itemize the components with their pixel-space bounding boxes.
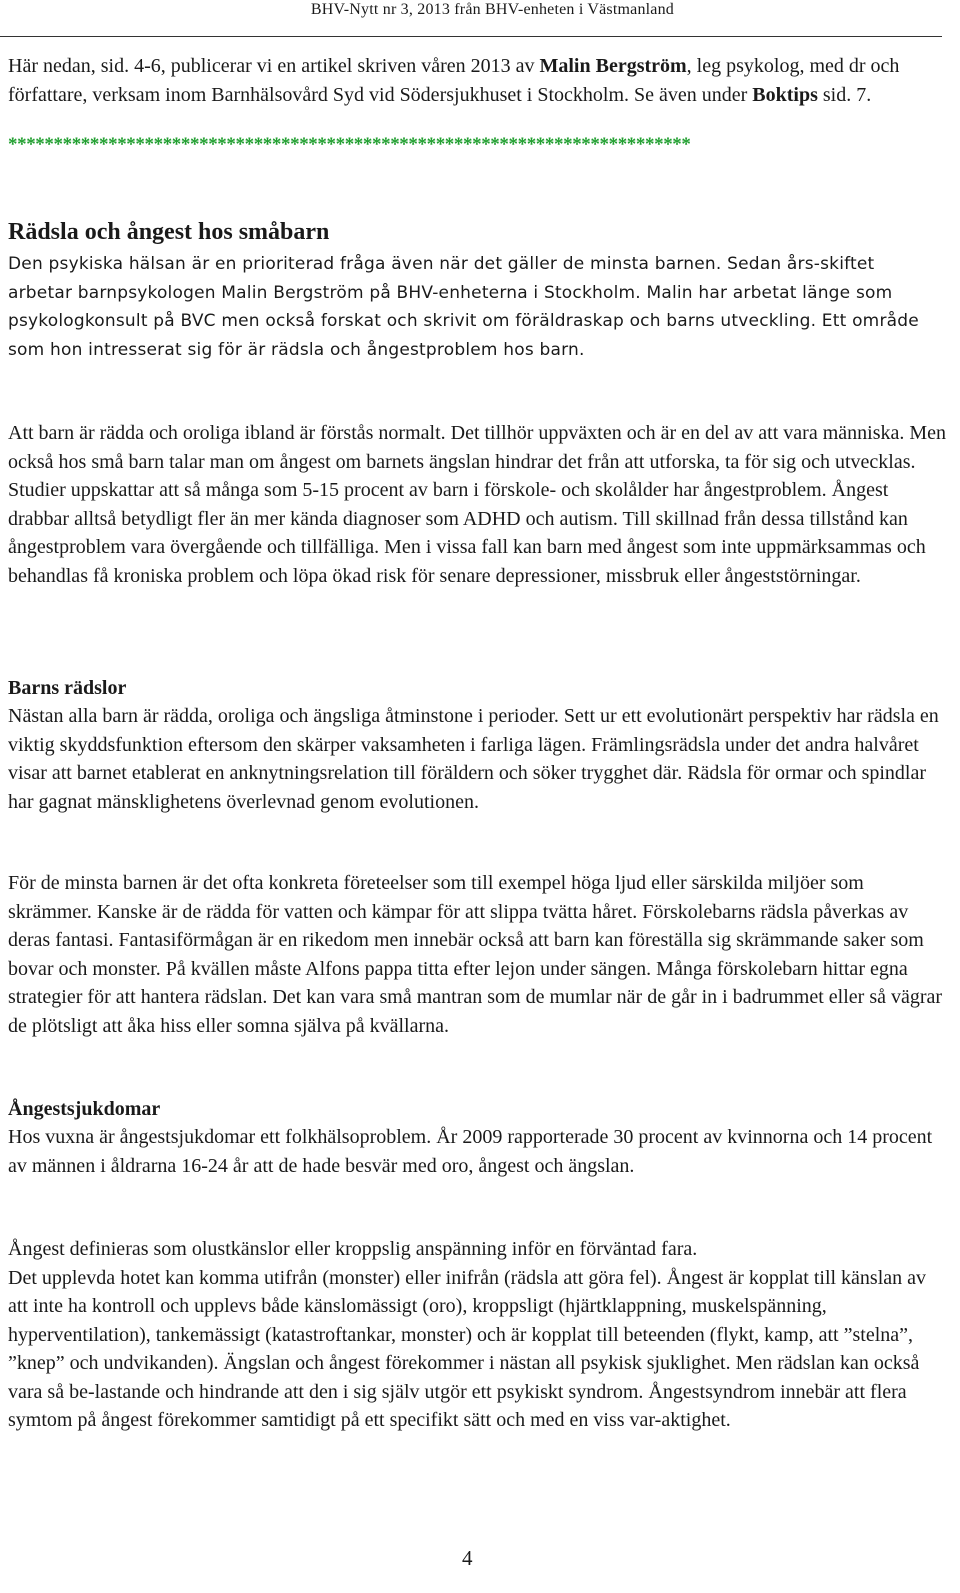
running-title: BHV-Nytt nr 3, 2013 från BHV-enheten i Västmanland [310, 1, 674, 18]
intro-paragraph [8, 52, 948, 109]
star-divider: *************************************************************************** [8, 134, 691, 155]
definition-rest: Det upplevda hotet kan komma utifrån (monster) eller inifrån (rädsla att göra fel). Ångest är kopplat till känslan av att inte ha kontroll och upplevs både känslomässigt (oro), kroppsligt (hjärtklappning, muskelspänning, hyperventilation), tankemässigt (katastroftankar, monster) och är kopplat till beteenden (flykt, kamp, att ”stelna”, ”knep” och undvikanden). Ängslan och ångest förekommer i nästan all psykisk sjuklighet. Men rädslan kan också vara så be-lastande och hindrande att den i sig själv utgör ett psykiskt syndrom. Ångestsyndrom innebär att flera symtom på ångest förekommer samtidigt på ett specifikt sätt och med en viss var-aktighet. [8, 1266, 927, 1431]
heading-barns-radslor: Barns rädslor [8, 677, 127, 699]
paragraph-minsta-barnen: För de minsta barnen är det ofta konkreta företeelser som till exempel höga ljud eller särskilda miljöer som skrämmer. Kanske är de rädda för vatten och kämpar för att slippa tvätta håret. Förskolebarns rädsla påverkas av deras fantasi. Fantasiförmågan är en rikedom men innebär också att barn kan föreställa sig skrämmande saker som bovar och monster. På kvällen måste Alfons pappa titta efter lejon under sängen. Många förskolebarn hittar egna strategier för att hantera rädslan. Det kan vara små mantran som de mumlar när de går in i badrummet eller så vägrar de plötsligt att åka hiss eller somna själva på kvällarna. [8, 872, 943, 1037]
page-number: 4 [462, 1546, 473, 1570]
paragraph-angestsjukdomar: Hos vuxna är ångestsjukdomar ett folkhälsoproblem. År 2009 rapporterade 30 procent av kvinnorna och 14 procent av männen i åldrarna 16-24 år att de hade besvär med oro, ångest och ängslan. [8, 1126, 933, 1177]
paragraph-normal-fears: Att barn är rädda och oroliga ibland är förstås normalt. Det tillhör uppväxten och är en del av att vara människa. Men också hos små barn talar man om ångest om barnets ängslan hindrar det från att utforska, ta för sig och utvecklas. Studier uppskattar att så många som 5-15 procent av barn i förskole- och skolålder har ångestproblem. Ångest drabbar alltså betydligt fler än mer kända diagnoser som ADHD och autism. Till skillnad från dessa tillstånd kan ångestproblem vara övergående och tillfälliga. Men i vissa fall kan barn med ångest som inte uppmärksammas och behandlas få kroniska problem och löpa ökad risk för senare depressioner, missbruk eller ångeststörningar. [8, 422, 947, 587]
intro-text-1: Här nedan, sid. 4-6, publicerar vi en artikel skriven våren 2013 av [8, 55, 540, 77]
definition-first-line: Ångest definieras som olustkänslor eller kroppslig anspänning inför en förväntad fara. [8, 1238, 698, 1260]
article-lead: Den psykiska hälsan är en prioriterad fråga även när det gäller de minsta barnen. Sedan års-skiftet arbetar barnpsykologen Malin Bergström på BHV-enheterna i Stockholm. Malin har arbetat länge som psykologkonsult på BVC men också forskat och skrivit om föräldraskap och barns utveckling. Ett område som hon intresserat sig för är rädsla och ångestproblem hos barn. [8, 254, 919, 360]
intro-text-2: , leg psykolog, med dr och författare, verksam inom Barnhälsovård Syd vid Södersjukhuset i Stockholm. Se även under [8, 55, 900, 106]
paragraph-angest-definition [8, 1235, 948, 1435]
paragraph-barns-radslor: Nästan alla barn är rädda, oroliga och ängsliga åtminstone i perioder. Sett ur ett evolutionärt perspektiv har rädsla en viktig skyddsfunktion eftersom den skärper vaksamheten i farliga lägen. Främlingsrädsla under det andra halvåret visar att barnet etablerat en anknytningsrelation till föräldern och söker trygghet där. Rädsla för ormar och spindlar har gagnat mänsklighetens överlevnad genom evolutionen. [8, 705, 939, 813]
article-title: Rädsla och ångest hos småbarn [8, 219, 330, 245]
intro-text-3: sid. 7. [817, 83, 872, 106]
heading-angestsjukdomar: Ångestsjukdomar [8, 1098, 161, 1120]
intro-author: Malin Bergström [539, 55, 687, 77]
page-header [0, 0, 942, 37]
intro-boktips: Boktips [752, 83, 818, 106]
